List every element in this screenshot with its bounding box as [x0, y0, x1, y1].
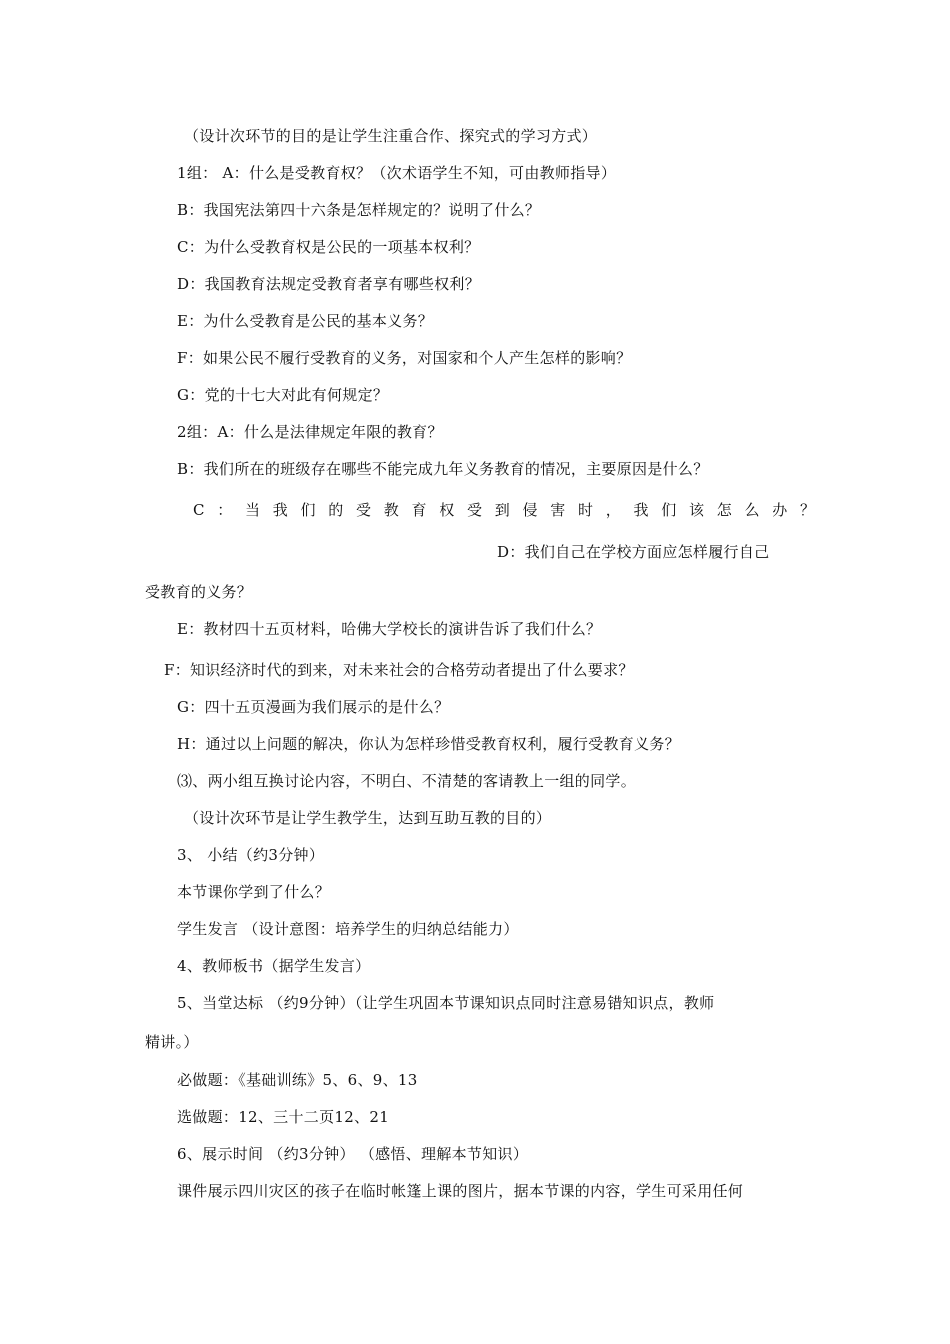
justified-char: 么 — [744, 501, 760, 519]
justified-char: 当 — [244, 501, 260, 519]
question-line: 2组：A：什么是法律规定年限的教育？ — [177, 423, 443, 441]
justified-char: 们 — [661, 501, 677, 519]
justified-char: 权 — [439, 501, 455, 519]
justified-char: 怎 — [716, 501, 732, 519]
body-line: 选做题：12、三十二页12、21 — [177, 1108, 390, 1126]
justified-char: ？ — [799, 501, 815, 519]
justified-char: 受 — [466, 501, 482, 519]
question-line: D：我国教育法规定受教育者享有哪些权利？ — [177, 275, 481, 293]
note-line: （设计次环节的目的是让学生注重合作、探究式的学习方式） — [184, 127, 598, 145]
question-line: F：如果公民不履行受教育的义务，对国家和个人产生怎样的影响？ — [177, 349, 632, 367]
justified-char: 教 — [383, 501, 399, 519]
question-line: E：为什么受教育是公民的基本义务？ — [177, 312, 434, 330]
question-line: H：通过以上问题的解决，你认为怎样珍惜受教育权利，履行受教育义务？ — [177, 735, 680, 753]
question-line-continued: 受教育的义务？ — [145, 583, 253, 601]
body-line: 必做题：《基础训练》5、6、9、13 — [177, 1071, 418, 1089]
justified-char: 办 — [772, 501, 788, 519]
justified-char: 们 — [300, 501, 316, 519]
question-line: D：我们自己在学校方面应怎样履行自己 — [497, 543, 770, 561]
question-line: G：党的十七大对此有何规定？ — [177, 386, 389, 404]
justified-char: ， — [605, 501, 621, 519]
step-line: ⑶、两小组互换讨论内容，不明白、不清楚的客请教上一组的同学。 — [177, 772, 637, 790]
body-line: 本节课你学到了什么？ — [177, 883, 331, 901]
justified-char: C — [193, 501, 205, 519]
justified-char: 害 — [550, 501, 566, 519]
justified-question-line — [193, 500, 815, 520]
body-line: 学生发言 （设计意图：培养学生的归纳总结能力） — [177, 920, 519, 938]
justified-char: 该 — [688, 501, 704, 519]
justified-char: 的 — [328, 501, 344, 519]
justified-char: 到 — [494, 501, 510, 519]
step-heading: 5、当堂达标 （约9分钟）（让学生巩固本节课知识点同时注意易错知识点，教师 — [177, 994, 715, 1012]
step-heading: 4、教师板书（据学生发言） — [177, 957, 371, 975]
note-line: （设计次环节是让学生教学生，达到互助互教的目的） — [184, 809, 552, 827]
justified-char: 受 — [355, 501, 371, 519]
question-line: G：四十五页漫画为我们展示的是什么？ — [177, 698, 450, 716]
question-line: F：知识经济时代的到来，对未来社会的合格劳动者提出了什么要求？ — [164, 661, 634, 679]
question-line: 1组： A：什么是受教育权？（次术语学生不知，可由教师指导） — [177, 164, 617, 182]
question-line: B：我们所在的班级存在哪些不能完成九年义务教育的情况，主要原因是什么？ — [177, 460, 709, 478]
body-line: 课件展示四川灾区的孩子在临时帐篷上课的图片，据本节课的内容，学生可采用任何 — [177, 1182, 744, 1200]
justified-char: 育 — [411, 501, 427, 519]
body-line-continued: 精讲。） — [145, 1033, 199, 1051]
justified-char: ： — [217, 501, 233, 519]
justified-char: 我 — [272, 501, 288, 519]
question-line: C：为什么受教育权是公民的一项基本权利？ — [177, 238, 480, 256]
question-line: B：我国宪法第四十六条是怎样规定的？说明了什么？ — [177, 201, 541, 219]
step-heading: 6、展示时间 （约3分钟） （感悟、理解本节知识） — [177, 1145, 529, 1163]
justified-char: 我 — [633, 501, 649, 519]
step-heading: 3、 小结（约3分钟） — [177, 846, 325, 864]
question-line: E：教材四十五页材料，哈佛大学校长的演讲告诉了我们什么？ — [177, 620, 602, 638]
justified-char: 侵 — [522, 501, 538, 519]
justified-char: 时 — [577, 501, 593, 519]
